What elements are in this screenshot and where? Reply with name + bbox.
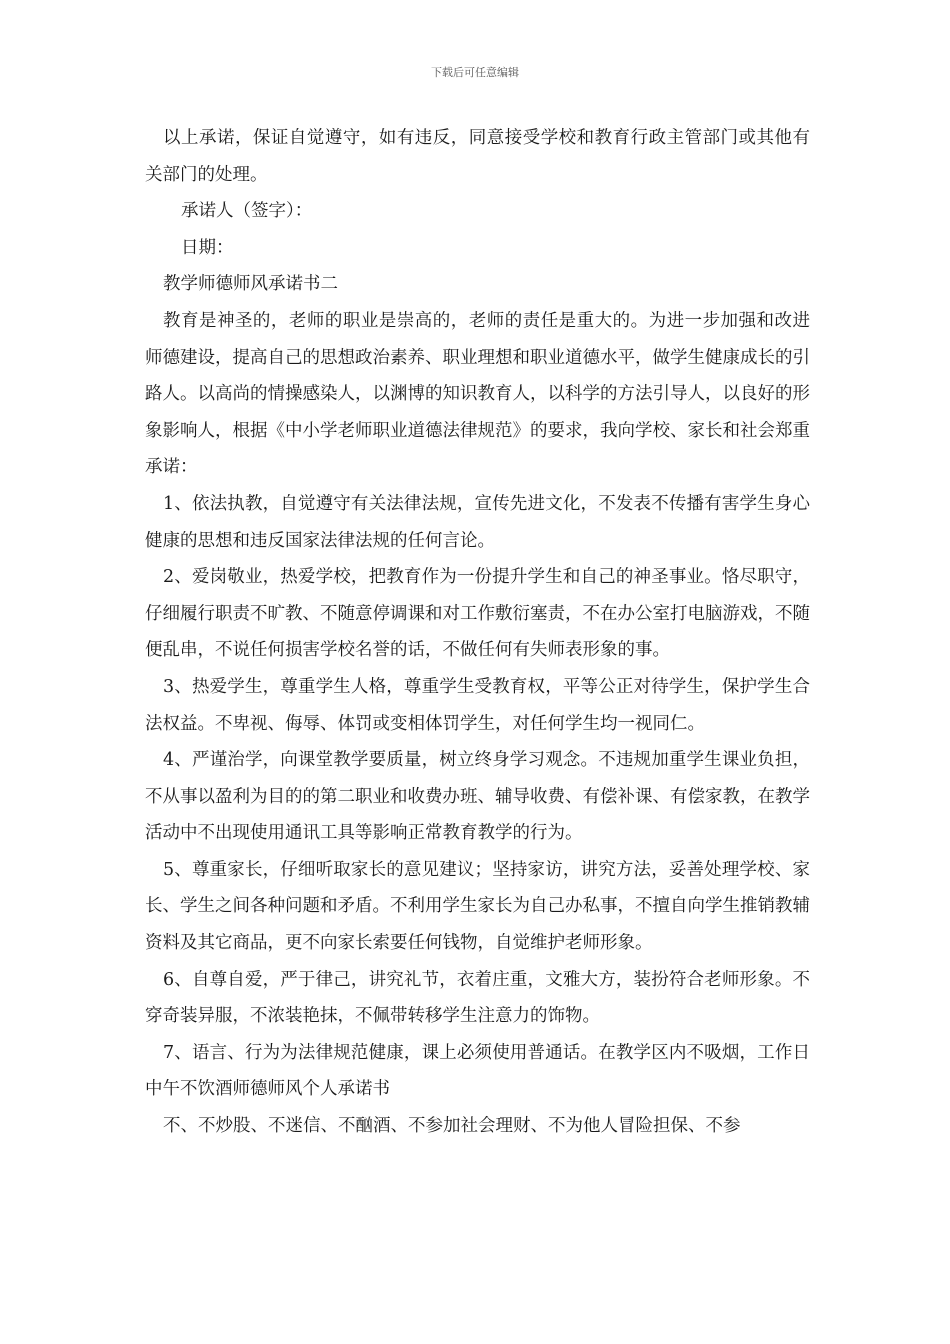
paragraph-item-2: 2、爱岗敬业，热爱学校，把教育作为一份提升学生和自己的神圣事业。恪尽职守，仔细履行职责不旷教、不随意停调课和对工作敷衍塞责，不在办公室打电脑游戏，不随便乱串，不说任何损害学校名誉的话，不做任何有失师表形象的事。 (145, 567, 810, 661)
paragraph-item-6: 6、自尊自爱，严于律己，讲究礼节，衣着庄重，文雅大方，装扮符合老师形象。不穿奇装异服，不浓装艳抹，不佩带转移学生注意力的饰物。 (145, 969, 810, 1027)
paragraph-continuation: 不、不炒股、不迷信、不酗酒、不参加社会理财、不为他人冒险担保、不参 (163, 1116, 741, 1137)
document-body (145, 120, 810, 1145)
paragraph-item-7: 7、语言、行为为法律规范健康，课上必须使用普通话。在教学区内不吸烟，工作日中午不饮酒师德师风个人承诺书 (145, 1042, 810, 1100)
paragraph-item-5: 5、尊重家长，仔细听取家长的意见建议；坚持家访，讲究方法，妥善处理学校、家长、学生之间各种问题和矛盾。不利用学生家长为自己办私事，不擅自向学生推销教辅资料及其它商品，更不向家长索要任何钱物，自觉维护老师形象。 (145, 859, 810, 954)
paragraph-item-1: 1、依法执教，自觉遵守有关法律法规，宣传先进文化，不发表不传播有害学生身心健康的思想和违反国家法律法规的任何言论。 (145, 493, 810, 551)
page-header: 下载后可任意编辑 (431, 66, 519, 79)
signature-line: 承诺人（签字）： (181, 201, 313, 222)
paragraph-item-4: 4、严谨治学，向课堂教学要质量，树立终身学习观念。不违规加重学生课业负担，不从事以盈利为目的的第二职业和收费办班、辅导收费、有偿补课、有偿家教，在教学活动中不出现使用通讯工具等影响正常教育教学的行为。 (145, 750, 810, 844)
section-title: 教学师德师风承诺书二 (163, 274, 338, 295)
paragraph-commitment-closing: 以上承诺，保证自觉遵守，如有违反，同意接受学校和教育行政主管部门或其他有关部门的处理。 (145, 128, 810, 185)
paragraph-item-3: 3、热爱学生，尊重学生人格，尊重学生受教育权，平等公正对待学生，保护学生合法权益。不卑视、侮辱、体罚或变相体罚学生，对任何学生均一视同仁。 (145, 676, 810, 734)
paragraph-intro: 教育是神圣的，老师的职业是崇高的，老师的责任是重大的。为进一步加强和改进师德建设，提高自己的思想政治素养、职业理想和职业道德水平，做学生健康成长的引路人。以高尚的情操感染人，以渊博的知识教育人，以科学的方法引导人，以良好的形象影响人，根据《中小学老师职业道德法律规范》的要求，我向学校、家长和社会郑重承诺： (145, 310, 810, 478)
date-line: 日期： (181, 237, 234, 258)
